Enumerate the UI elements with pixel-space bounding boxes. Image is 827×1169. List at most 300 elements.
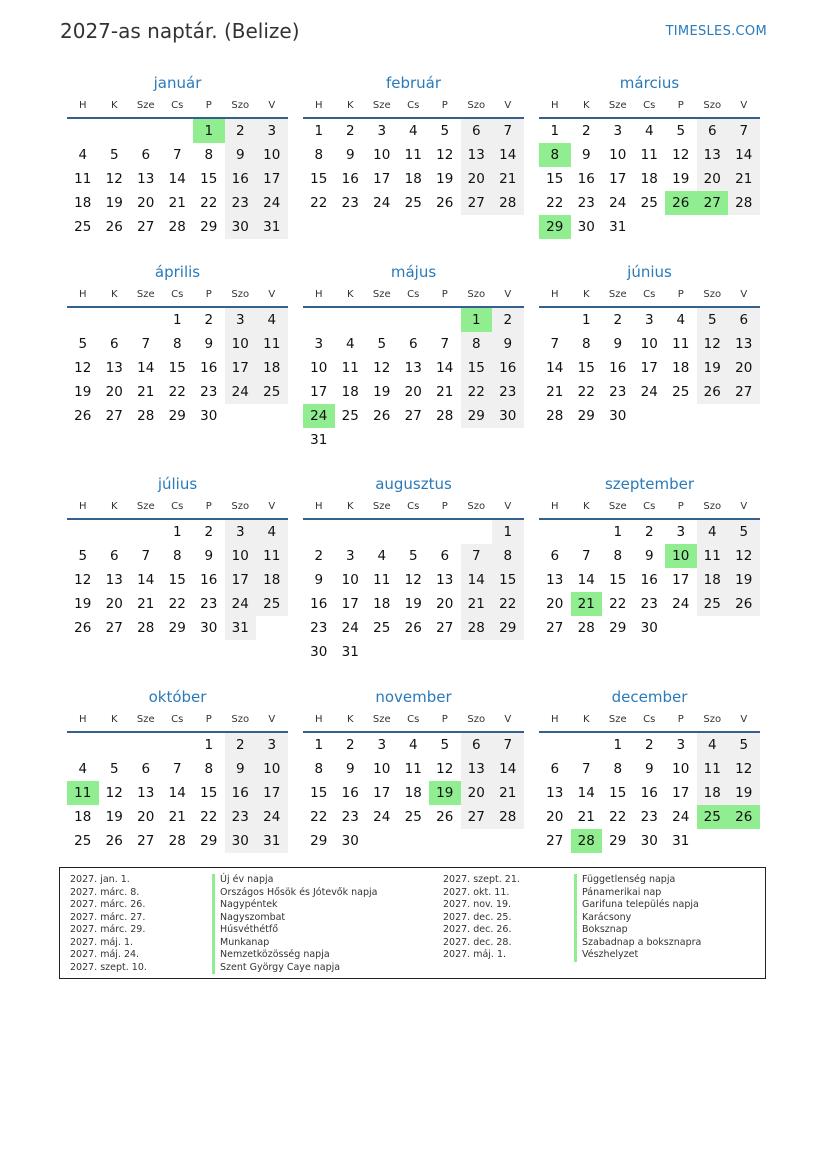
- day-cell: 1: [172, 524, 182, 540]
- empty-day-cell: [130, 308, 162, 332]
- weekday-header: Cs: [398, 708, 430, 733]
- day-cell: 22: [609, 596, 627, 612]
- day-cell: 28: [436, 408, 454, 424]
- holiday-name: Nagyszombat: [212, 912, 285, 925]
- day-cell: 5: [78, 548, 88, 564]
- day-cell: 21: [168, 195, 186, 211]
- holiday-name: Függetlenség napja: [574, 874, 675, 887]
- day-cell: 22: [609, 809, 627, 825]
- day-cell: 29: [200, 833, 218, 849]
- day-cell: 24: [341, 620, 359, 636]
- day-cell: 17: [256, 167, 288, 191]
- day-cell: 3: [225, 308, 257, 332]
- day-cell: 8: [314, 147, 324, 163]
- weekday-header: K: [335, 283, 367, 308]
- day-cell: 16: [577, 171, 595, 187]
- month-title: december: [611, 688, 688, 706]
- weekday-header: V: [256, 94, 288, 119]
- month-day-grid: [303, 283, 524, 452]
- day-cell: 4: [676, 312, 686, 328]
- day-cell: 19: [436, 171, 454, 187]
- day-cell: 20: [404, 384, 422, 400]
- day-cell: 10: [373, 761, 391, 777]
- month-title: augusztus: [375, 475, 452, 493]
- day-cell: 18: [404, 785, 422, 801]
- weekday-header: Cs: [398, 495, 430, 520]
- weekday-header: Szo: [225, 708, 257, 733]
- day-cell: 12: [74, 360, 92, 376]
- day-cell: 25: [373, 620, 391, 636]
- day-cell: 18: [697, 568, 729, 592]
- day-cell: 17: [373, 785, 391, 801]
- day-cell: 21: [461, 592, 493, 616]
- day-cell: 2: [581, 123, 591, 139]
- brand-logo-text[interactable]: TIMESLES.COM: [665, 24, 767, 39]
- weekday-header: Szo: [697, 495, 729, 520]
- day-cell: 20: [546, 809, 564, 825]
- weekday-header: H: [539, 94, 571, 119]
- day-cell: 31: [310, 432, 328, 448]
- weekday-header: H: [67, 283, 99, 308]
- day-cell: 16: [225, 167, 257, 191]
- day-cell: 13: [404, 360, 422, 376]
- day-cell: 6: [550, 761, 560, 777]
- weekday-header: P: [665, 708, 697, 733]
- month-10: [67, 686, 288, 853]
- empty-day-cell: [366, 308, 398, 332]
- day-cell: 3: [314, 336, 324, 352]
- holiday-day-cell: 26: [665, 191, 697, 215]
- day-cell: 17: [256, 781, 288, 805]
- holiday-day-cell: 19: [429, 781, 461, 805]
- day-cell: 12: [728, 544, 760, 568]
- day-cell: 22: [200, 809, 218, 825]
- day-cell: 27: [461, 191, 493, 215]
- month-day-grid: [539, 708, 760, 853]
- holiday-name: Pánamerikai nap: [574, 887, 661, 900]
- day-cell: 10: [341, 572, 359, 588]
- day-cell: 24: [225, 380, 257, 404]
- day-cell: 2: [345, 123, 355, 139]
- weekday-header: P: [429, 283, 461, 308]
- day-cell: 2: [644, 737, 654, 753]
- day-cell: 22: [492, 592, 524, 616]
- weekday-header: Szo: [461, 94, 493, 119]
- month-day-grid: [67, 94, 288, 239]
- holiday-date: 2027. szept. 10.: [70, 961, 147, 973]
- weekday-header: H: [303, 495, 335, 520]
- month-title: október: [148, 688, 207, 706]
- day-cell: 15: [168, 360, 186, 376]
- day-cell: 20: [546, 596, 564, 612]
- day-cell: 21: [577, 809, 595, 825]
- day-cell: 2: [345, 737, 355, 753]
- day-cell: 23: [609, 384, 627, 400]
- weekday-header: Szo: [461, 708, 493, 733]
- day-cell: 25: [640, 195, 658, 211]
- day-cell: 30: [640, 833, 658, 849]
- day-cell: 7: [492, 733, 524, 757]
- empty-day-cell: [539, 308, 571, 332]
- day-cell: 11: [640, 147, 658, 163]
- weekday-header: Cs: [634, 94, 666, 119]
- day-cell: 21: [137, 384, 155, 400]
- day-cell: 29: [609, 620, 627, 636]
- month-title: január: [153, 74, 202, 92]
- weekday-header: Szo: [461, 495, 493, 520]
- weekday-header: Sze: [366, 283, 398, 308]
- day-cell: 1: [550, 123, 560, 139]
- day-cell: 5: [109, 147, 119, 163]
- weekday-header: V: [492, 94, 524, 119]
- day-cell: 1: [581, 312, 591, 328]
- day-cell: 19: [105, 809, 123, 825]
- weekday-header: P: [193, 94, 225, 119]
- day-cell: 22: [168, 384, 186, 400]
- empty-day-cell: [130, 733, 162, 757]
- empty-day-cell: [67, 733, 99, 757]
- holiday-date: 2027. dec. 26.: [443, 924, 512, 935]
- holiday-date: 2027. okt. 11.: [443, 886, 510, 898]
- day-cell: 8: [581, 336, 591, 352]
- day-cell: 11: [404, 761, 422, 777]
- empty-day-cell: [99, 520, 131, 544]
- day-cell: 4: [256, 308, 288, 332]
- weekday-header: V: [256, 283, 288, 308]
- month-day-grid: [67, 283, 288, 428]
- day-cell: 2: [314, 548, 324, 564]
- weekday-header: H: [67, 495, 99, 520]
- weekday-header: Cs: [162, 708, 194, 733]
- day-cell: 14: [137, 360, 155, 376]
- weekday-header: P: [193, 708, 225, 733]
- day-cell: 5: [676, 123, 686, 139]
- day-cell: 13: [546, 572, 564, 588]
- day-cell: 6: [141, 761, 151, 777]
- day-cell: 23: [492, 380, 524, 404]
- day-cell: 4: [697, 520, 729, 544]
- weekday-header: Sze: [366, 708, 398, 733]
- day-cell: 26: [728, 592, 760, 616]
- day-cell: 10: [640, 336, 658, 352]
- day-cell: 15: [577, 360, 595, 376]
- month-day-grid: [67, 708, 288, 853]
- holiday-day-cell: 24: [303, 404, 335, 428]
- day-cell: 15: [609, 785, 627, 801]
- day-cell: 4: [345, 336, 355, 352]
- day-cell: 24: [609, 195, 627, 211]
- day-cell: 28: [137, 620, 155, 636]
- day-cell: 25: [256, 592, 288, 616]
- day-cell: 12: [105, 785, 123, 801]
- weekday-header: Cs: [162, 283, 194, 308]
- day-cell: 15: [200, 171, 218, 187]
- day-cell: 5: [408, 548, 418, 564]
- holiday-date: 2027. máj. 1.: [443, 949, 507, 960]
- empty-day-cell: [366, 520, 398, 544]
- day-cell: 13: [105, 360, 123, 376]
- holiday-date: 2027. márc. 26.: [70, 899, 146, 910]
- day-cell: 29: [168, 620, 186, 636]
- day-cell: 22: [200, 195, 218, 211]
- day-cell: 3: [613, 123, 623, 139]
- day-cell: 23: [640, 809, 658, 825]
- day-cell: 25: [74, 833, 92, 849]
- day-cell: 17: [672, 785, 690, 801]
- day-cell: 27: [546, 620, 564, 636]
- day-cell: 8: [613, 548, 623, 564]
- day-cell: 26: [74, 620, 92, 636]
- day-cell: 18: [697, 781, 729, 805]
- day-cell: 12: [436, 761, 454, 777]
- day-cell: 19: [105, 195, 123, 211]
- day-cell: 11: [373, 572, 391, 588]
- day-cell: 20: [105, 384, 123, 400]
- day-cell: 24: [672, 596, 690, 612]
- day-cell: 2: [613, 312, 623, 328]
- day-cell: 22: [546, 195, 564, 211]
- month-title: március: [619, 74, 680, 92]
- holiday-name: Munkanap: [212, 937, 269, 950]
- day-cell: 12: [697, 332, 729, 356]
- day-cell: 10: [225, 332, 257, 356]
- day-cell: 24: [672, 809, 690, 825]
- month-2: [303, 72, 524, 215]
- day-cell: 9: [581, 147, 591, 163]
- day-cell: 16: [640, 572, 658, 588]
- day-cell: 4: [408, 123, 418, 139]
- day-cell: 27: [404, 408, 422, 424]
- day-cell: 30: [225, 829, 257, 853]
- month-title: április: [154, 263, 201, 281]
- day-cell: 13: [728, 332, 760, 356]
- weekday-header: Sze: [602, 283, 634, 308]
- day-cell: 29: [200, 219, 218, 235]
- holiday-day-cell: 11: [67, 781, 99, 805]
- day-cell: 23: [640, 596, 658, 612]
- day-cell: 24: [256, 805, 288, 829]
- weekday-header: H: [539, 283, 571, 308]
- day-cell: 22: [168, 596, 186, 612]
- day-cell: 24: [256, 191, 288, 215]
- day-cell: 7: [141, 548, 151, 564]
- holiday-day-cell: 25: [697, 805, 729, 829]
- day-cell: 31: [609, 219, 627, 235]
- empty-day-cell: [162, 733, 194, 757]
- day-cell: 10: [373, 147, 391, 163]
- day-cell: 21: [492, 167, 524, 191]
- day-cell: 7: [141, 336, 151, 352]
- weekday-header: Cs: [162, 94, 194, 119]
- empty-day-cell: [539, 733, 571, 757]
- day-cell: 25: [256, 380, 288, 404]
- day-cell: 31: [256, 215, 288, 239]
- day-cell: 19: [74, 596, 92, 612]
- day-cell: 27: [546, 833, 564, 849]
- day-cell: 3: [345, 548, 355, 564]
- day-cell: 12: [74, 572, 92, 588]
- day-cell: 13: [436, 572, 454, 588]
- day-cell: 4: [408, 737, 418, 753]
- day-cell: 2: [225, 119, 257, 143]
- holiday-name: Karácsony: [574, 912, 631, 925]
- weekday-header: H: [539, 495, 571, 520]
- empty-day-cell: [67, 119, 99, 143]
- weekday-header: P: [193, 283, 225, 308]
- day-cell: 3: [225, 520, 257, 544]
- day-cell: 16: [310, 596, 328, 612]
- holiday-date: 2027. nov. 19.: [443, 899, 512, 910]
- weekday-header: V: [492, 495, 524, 520]
- empty-day-cell: [303, 308, 335, 332]
- day-cell: 20: [728, 356, 760, 380]
- weekday-header: V: [728, 708, 760, 733]
- day-cell: 11: [672, 336, 690, 352]
- day-cell: 13: [105, 572, 123, 588]
- day-cell: 20: [461, 167, 493, 191]
- day-cell: 23: [341, 195, 359, 211]
- day-cell: 9: [225, 757, 257, 781]
- weekday-header: P: [429, 708, 461, 733]
- holiday-day-cell: 8: [539, 143, 571, 167]
- day-cell: 10: [225, 544, 257, 568]
- month-day-grid: [303, 495, 524, 664]
- holiday-date: 2027. márc. 29.: [70, 924, 146, 935]
- day-cell: 29: [461, 404, 493, 428]
- weekday-header: Sze: [130, 94, 162, 119]
- month-1: [67, 72, 288, 239]
- empty-day-cell: [130, 119, 162, 143]
- day-cell: 12: [672, 147, 690, 163]
- day-cell: 19: [373, 384, 391, 400]
- day-cell: 14: [168, 171, 186, 187]
- day-cell: 1: [613, 524, 623, 540]
- day-cell: 13: [137, 171, 155, 187]
- day-cell: 18: [373, 596, 391, 612]
- weekday-header: H: [67, 708, 99, 733]
- day-cell: 2: [204, 312, 214, 328]
- month-6: [539, 261, 760, 428]
- day-cell: 19: [672, 171, 690, 187]
- weekday-header: Szo: [697, 283, 729, 308]
- month-9: [539, 473, 760, 640]
- day-cell: 6: [461, 119, 493, 143]
- weekday-header: P: [665, 283, 697, 308]
- day-cell: 26: [74, 408, 92, 424]
- empty-day-cell: [99, 308, 131, 332]
- weekday-header: V: [728, 283, 760, 308]
- holiday-date: 2027. máj. 24.: [70, 949, 140, 960]
- day-cell: 8: [204, 761, 214, 777]
- weekday-header: Sze: [130, 283, 162, 308]
- day-cell: 9: [225, 143, 257, 167]
- holiday-date: 2027. máj. 1.: [70, 936, 134, 948]
- day-cell: 30: [492, 404, 524, 428]
- day-cell: 18: [640, 171, 658, 187]
- empty-day-cell: [335, 520, 367, 544]
- day-cell: 15: [609, 572, 627, 588]
- weekday-header: Sze: [602, 495, 634, 520]
- holiday-day-cell: 1: [461, 308, 493, 332]
- day-cell: 1: [314, 123, 324, 139]
- day-cell: 10: [672, 761, 690, 777]
- empty-day-cell: [99, 119, 131, 143]
- day-cell: 18: [256, 356, 288, 380]
- holiday-day-cell: 28: [571, 829, 603, 853]
- day-cell: 5: [728, 520, 760, 544]
- month-5: [303, 261, 524, 452]
- day-cell: 25: [341, 408, 359, 424]
- day-cell: 9: [204, 548, 214, 564]
- day-cell: 19: [728, 781, 760, 805]
- day-cell: 28: [492, 805, 524, 829]
- month-title: május: [390, 263, 437, 281]
- weekday-header: Szo: [225, 283, 257, 308]
- day-cell: 30: [577, 219, 595, 235]
- weekday-header: Cs: [398, 283, 430, 308]
- day-cell: 17: [373, 171, 391, 187]
- day-cell: 19: [404, 596, 422, 612]
- day-cell: 18: [404, 171, 422, 187]
- day-cell: 14: [577, 785, 595, 801]
- day-cell: 8: [172, 336, 182, 352]
- day-cell: 22: [577, 384, 595, 400]
- day-cell: 28: [546, 408, 564, 424]
- holiday-name: Szent György Caye napja: [212, 962, 340, 975]
- day-cell: 27: [105, 408, 123, 424]
- weekday-header: Szo: [225, 94, 257, 119]
- day-cell: 3: [676, 524, 686, 540]
- month-day-grid: [539, 94, 760, 239]
- holiday-day-cell: 10: [665, 544, 697, 568]
- day-cell: 23: [577, 195, 595, 211]
- day-cell: 26: [436, 195, 454, 211]
- holiday-name: Új év napja: [212, 874, 273, 887]
- weekday-header: V: [728, 495, 760, 520]
- day-cell: 20: [105, 596, 123, 612]
- holiday-name: Vészhelyzet: [574, 949, 638, 962]
- day-cell: 26: [697, 380, 729, 404]
- holiday-date: 2027. dec. 28.: [443, 936, 512, 948]
- day-cell: 16: [200, 360, 218, 376]
- day-cell: 19: [728, 568, 760, 592]
- day-cell: 9: [644, 548, 654, 564]
- day-cell: 7: [581, 761, 591, 777]
- day-cell: 3: [377, 737, 387, 753]
- day-cell: 25: [697, 592, 729, 616]
- empty-day-cell: [398, 308, 430, 332]
- weekday-header: K: [99, 94, 131, 119]
- holiday-date: 2027. márc. 27.: [70, 911, 146, 923]
- day-cell: 4: [256, 520, 288, 544]
- holiday-day-cell: 1: [193, 119, 225, 143]
- day-cell: 17: [640, 360, 658, 376]
- day-cell: 2: [225, 733, 257, 757]
- day-cell: 15: [492, 568, 524, 592]
- holiday-name: Húsvéthétfő: [212, 924, 278, 937]
- day-cell: 26: [105, 219, 123, 235]
- day-cell: 3: [256, 733, 288, 757]
- day-cell: 8: [492, 544, 524, 568]
- day-cell: 18: [341, 384, 359, 400]
- day-cell: 6: [728, 308, 760, 332]
- weekday-header: V: [492, 283, 524, 308]
- day-cell: 14: [577, 572, 595, 588]
- day-cell: 1: [172, 312, 182, 328]
- month-3: [539, 72, 760, 239]
- day-cell: 14: [728, 143, 760, 167]
- day-cell: 5: [109, 761, 119, 777]
